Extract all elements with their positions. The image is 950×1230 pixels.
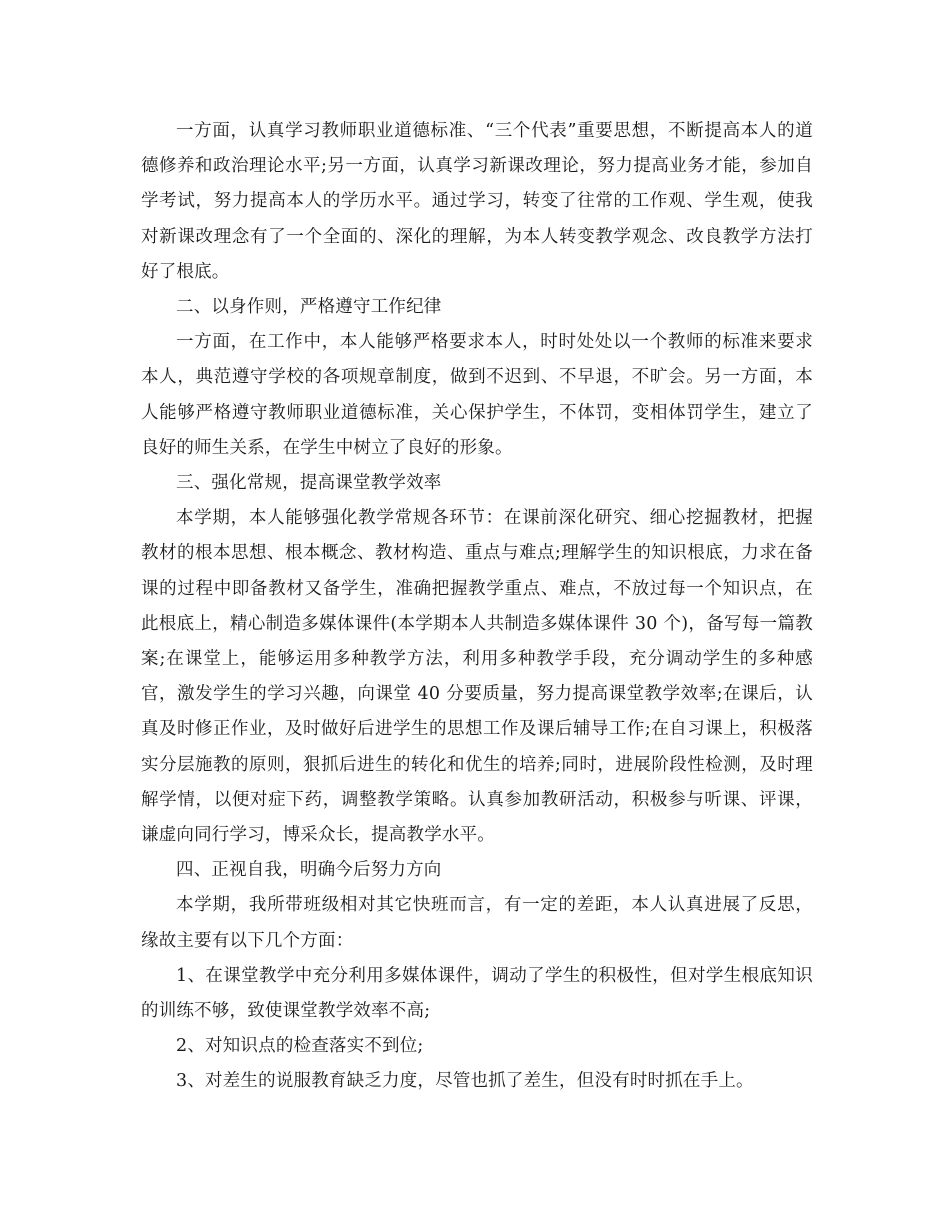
paragraph-teaching-efficiency: 本学期，本人能够强化教学常规各环节：在课前深化研究、细心挖掘教材，把握教材的根本思想、根本概念、教材构造、重点与难点;理解学生的知识根底，力求在备课的过程中即备教材又备学生，准确把握教学重点、难点，不放过每一个知识点，在此根底上，精心制造多媒体课件(本学期本人共制造多媒体课件 30 个)，备写每一篇教案;在课堂上，能够运用多种教学方法，利用多种教学手段，充分调动学生的多种感官，激发学生的学习兴趣，向课堂 40 分要质量，努力提高课堂教学效率;在课后，认真及时修正作业，及时做好后进学生的思想工作及课后辅导工作;在自习课上，积极落实分层施教的原则，狠抓后进生的转化和优生的培养;同时，进展阶段性检测，及时理解学情，以便对症下药，调整教学策略。认真参加教研活动，积极参与听课、评课，谦虚向同行学习，博采众长，提高教学水平。 [141,508,813,846]
list-item-1: 1、在课堂教学中充分利用多媒体课件，调动了学生的积极性，但对学生根底知识的训练不够，致使课堂教学效率不高; [141,965,813,1022]
paragraph-self-reflection: 本学期，我所带班级相对其它快班而言，有一定的差距，本人认真进展了反思，缘故主要有以下几个方面： [141,895,813,951]
heading-discipline: 二、以身作则，严格遵守工作纪律 [176,297,442,318]
paragraph-discipline: 一方面，在工作中，本人能够严格要求本人，时时处处以一个教师的标准来要求本人，典范遵守学校的各项规章制度，做到不迟到、不早退，不旷会。另一方面，本人能够严格遵守教师职业道德标准，关心保护学生，不体罚，变相体罚学生，建立了良好的师生关系，在学生中树立了良好的形象。 [141,332,813,458]
list-item-3: 3、对差生的说服教育缺乏力度，尽管也抓了差生，但没有时时抓在手上。 [176,1071,754,1092]
heading-self-reflection: 四、正视自我，明确今后努力方向 [176,860,442,881]
document-body [141,114,813,1100]
list-item-2: 2、对知识点的检查落实不到位; [176,1036,424,1057]
paragraph-study: 一方面，认真学习教师职业道德标准、“三个代表”重要思想，不断提高本人的道德修养和政治理论水平;另一方面，认真学习新课改理论，努力提高业务才能，参加自学考试，努力提高本人的学历水平。通过学习，转变了往常的工作观、学生观，使我对新课改理念有了一个全面的、深化的理解，为本人转变教学观念、改良教学方法打好了根底。 [141,121,813,282]
heading-teaching-efficiency: 三、强化常规，提高课堂教学效率 [176,473,442,494]
